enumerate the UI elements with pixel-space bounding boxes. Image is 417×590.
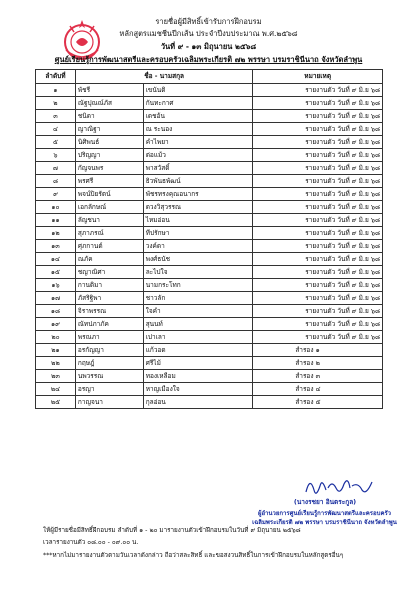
row-number: ๑๘ xyxy=(36,305,76,318)
remark: รายงานตัว วันที่ ๙ มิ.ย ๖๘ xyxy=(253,110,383,123)
column-header-name: ชื่อ - นามสกุล xyxy=(75,70,252,84)
remark: รายงานตัว วันที่ ๙ มิ.ย ๖๘ xyxy=(253,84,383,97)
surname: เปาเลา xyxy=(143,331,253,344)
table-row xyxy=(36,331,383,344)
surname: เดชอ้น xyxy=(143,110,253,123)
table-header-row xyxy=(36,70,383,84)
column-header-no: ลำดับที่ xyxy=(36,70,76,84)
surname: ศรีไม้ xyxy=(143,357,253,370)
first-name: ณภัค xyxy=(75,253,143,266)
table-row xyxy=(36,344,383,357)
table-row xyxy=(36,97,383,110)
first-name: ภัสริฐิพา xyxy=(75,292,143,305)
first-name: พรศรี xyxy=(75,175,143,188)
forfeit-notice: ***หากไม่มารายงานตัวตามวันเวลาดังกล่าว ถือว่าสละสิทธิ์ และขอสงวนสิทธิ์ในการเข้าฝึกอบรมในหลักสูตรอื่นๆ xyxy=(43,552,344,559)
surname: ชาวลัก xyxy=(143,292,253,305)
remark: สำรอง ๔ xyxy=(253,383,383,396)
remark: รายงานตัว วันที่ ๙ มิ.ย ๖๘ xyxy=(253,201,383,214)
remark: รายงานตัว วันที่ ๙ มิ.ย ๖๘ xyxy=(253,162,383,175)
surname: ใจคำ xyxy=(143,305,253,318)
row-number: ๒๕ xyxy=(36,396,76,409)
remark: สำรอง ๒ xyxy=(253,357,383,370)
remark: รายงานตัว วันที่ ๙ มิ.ย ๖๘ xyxy=(253,253,383,266)
surname: ณ ระนอง xyxy=(143,123,253,136)
reporting-instruction: ให้ผู้มีรายชื่อมีสิทธิ์ฝึกอบรม ลำดับที่ ๑ - ๒๐ มารายงานตัวเข้าฝึกอบรมในวันที่ ๙ มิถุนายน ๒๕๖๘ xyxy=(43,527,301,534)
row-number: ๑๖ xyxy=(36,279,76,292)
row-number: ๒๔ xyxy=(36,383,76,396)
table-row xyxy=(36,110,383,123)
first-name: ศุภกานต์ xyxy=(75,240,143,253)
signer-position-line2: เฉลิมพระเกียรติ ๗๒ พรรษา บรมราชินีนาถ จังหวัดลำพูน xyxy=(252,519,397,526)
surname: หาญเมืองใจ xyxy=(143,383,253,396)
first-name: ณัทปภาภัค xyxy=(75,318,143,331)
table-row xyxy=(36,240,383,253)
first-name: กฤษฎ์ xyxy=(75,357,143,370)
row-number: ๑ xyxy=(36,84,76,97)
row-number: ๑๗ xyxy=(36,292,76,305)
table-row xyxy=(36,253,383,266)
remark: รายงานตัว วันที่ ๙ มิ.ย ๖๘ xyxy=(253,227,383,240)
row-number: ๒๓ xyxy=(36,370,76,383)
row-number: ๑๒ xyxy=(36,227,76,240)
surname: แก้วอด xyxy=(143,344,253,357)
table-row xyxy=(36,279,383,292)
table-row xyxy=(36,201,383,214)
row-number: ๖ xyxy=(36,149,76,162)
row-number: ๔ xyxy=(36,123,76,136)
row-number: ๒๐ xyxy=(36,331,76,344)
surname: ธิวพันธพัฒน์ xyxy=(143,175,253,188)
table-row xyxy=(36,84,383,97)
course-dates: วันที่ ๙ - ๑๓ มิถุนายน ๒๕๖๘ xyxy=(160,42,257,51)
table-row xyxy=(36,175,383,188)
surname: กันทะกาศ xyxy=(143,97,253,110)
remark: สำรอง ๑ xyxy=(253,344,383,357)
surname: ไหมอ่อน xyxy=(143,214,253,227)
remark: รายงานตัว วันที่ ๙ มิ.ย ๖๘ xyxy=(253,175,383,188)
first-name: กานติมา xyxy=(75,279,143,292)
first-name: กาญจนา xyxy=(75,396,143,409)
surname: นามกระโทก xyxy=(143,279,253,292)
first-name: ชญาณิศา xyxy=(75,266,143,279)
surname: คำไพยา xyxy=(143,136,253,149)
signer-name: (นางรชยา อินตระกูล) xyxy=(293,498,357,506)
first-name: ญาณิฐา xyxy=(75,123,143,136)
row-number: ๙ xyxy=(36,188,76,201)
reporting-time: เวลารายงานตัว ๐๘.๐๐ - ๐๙.๐๐ น. xyxy=(43,539,139,546)
row-number: ๕ xyxy=(36,136,76,149)
remark: สำรอง ๕ xyxy=(253,396,383,409)
remark: รายงานตัว วันที่ ๙ มิ.ย ๖๘ xyxy=(253,188,383,201)
first-name: พจน์ปิยรัตน์ xyxy=(75,188,143,201)
row-number: ๓ xyxy=(36,110,76,123)
surname: ต่อแม้ว xyxy=(143,149,253,162)
table-row xyxy=(36,188,383,201)
document-title: รายชื่อผู้มีสิทธิ์เข้ารับการฝึกอบรม xyxy=(155,17,262,26)
surname: ดวงวิสุวรรณ xyxy=(143,201,253,214)
surname: พงศ์ธนัช xyxy=(143,253,253,266)
remark: รายงานตัว วันที่ ๙ มิ.ย ๖๘ xyxy=(253,123,383,136)
table-row xyxy=(36,266,383,279)
remark: รายงานตัว วันที่ ๙ มิ.ย ๖๘ xyxy=(253,97,383,110)
first-name: ชนิดา xyxy=(75,110,143,123)
remark: รายงานตัว วันที่ ๙ มิ.ย ๖๘ xyxy=(253,292,383,305)
table-row xyxy=(36,305,383,318)
first-name: ลัญชนา xyxy=(75,214,143,227)
remark: รายงานตัว วันที่ ๙ มิ.ย ๖๘ xyxy=(253,318,383,331)
first-name: ปริญญา xyxy=(75,149,143,162)
first-name: พรณภา xyxy=(75,331,143,344)
column-header-note: หมายเหตุ xyxy=(253,70,383,84)
remark: รายงานตัว วันที่ ๙ มิ.ย ๖๘ xyxy=(253,136,383,149)
remark: สำรอง ๓ xyxy=(253,370,383,383)
row-number: ๑๑ xyxy=(36,214,76,227)
first-name: อรกัญญา xyxy=(75,344,143,357)
row-number: ๑๐ xyxy=(36,201,76,214)
row-number: ๑๕ xyxy=(36,266,76,279)
table-row xyxy=(36,136,383,149)
table-row xyxy=(36,370,383,383)
row-number: ๑๔ xyxy=(36,253,76,266)
row-number: ๑๓ xyxy=(36,240,76,253)
first-name: นิศิพนธ์ xyxy=(75,136,143,149)
row-number: ๒ xyxy=(36,97,76,110)
surname: วงค์ดา xyxy=(143,240,253,253)
first-name: สุภาภรณ์ xyxy=(75,227,143,240)
surname: กุลอ่อน xyxy=(143,396,253,409)
remark: รายงานตัว วันที่ ๙ มิ.ย ๖๘ xyxy=(253,214,383,227)
row-number: ๒๒ xyxy=(36,357,76,370)
surname: สุนนท์ xyxy=(143,318,253,331)
first-name: อรญา xyxy=(75,383,143,396)
surname: เขนันติ xyxy=(143,84,253,97)
surname: ทองเหลือม xyxy=(143,370,253,383)
center-name: ศูนย์เรียนรู้การพัฒนาสตรีและครอบครัวเฉลิมพระเกียรติ ๗๒ พรรษา บรมราชินีนาถ จังหวัดลำพูน xyxy=(54,55,363,64)
first-name: จิราพรรณ xyxy=(75,305,143,318)
participant-table xyxy=(35,69,383,409)
table-row xyxy=(36,396,383,409)
row-number: ๑๙ xyxy=(36,318,76,331)
row-number: ๗ xyxy=(36,162,76,175)
table-row xyxy=(36,318,383,331)
table-row xyxy=(36,227,383,240)
first-name: เอกลักษณ์ xyxy=(75,201,143,214)
row-number: ๘ xyxy=(36,175,76,188)
table-row xyxy=(36,214,383,227)
remark: รายงานตัว วันที่ ๙ มิ.ย ๖๘ xyxy=(253,240,383,253)
table-row xyxy=(36,292,383,305)
table-row xyxy=(36,162,383,175)
remark: รายงานตัว วันที่ ๙ มิ.ย ๖๘ xyxy=(253,331,383,344)
surname: ทีปรักษา xyxy=(143,227,253,240)
first-name: พัชรี xyxy=(75,84,143,97)
table-row xyxy=(36,357,383,370)
surname: พัชรทรงคุณอนากร xyxy=(143,188,253,201)
remark: รายงานตัว วันที่ ๙ มิ.ย ๖๘ xyxy=(253,149,383,162)
first-name: กัญจนพร xyxy=(75,162,143,175)
remark: รายงานตัว วันที่ ๙ มิ.ย ๖๘ xyxy=(253,266,383,279)
surname: พาสวัสดิ์ xyxy=(143,162,253,175)
first-name: นพวรรณ xyxy=(75,370,143,383)
first-name: ณัฐปุณณ์ภัส xyxy=(75,97,143,110)
surname: ละไปใจ xyxy=(143,266,253,279)
remark: รายงานตัว วันที่ ๙ มิ.ย ๖๘ xyxy=(253,305,383,318)
remark: รายงานตัว วันที่ ๙ มิ.ย ๖๘ xyxy=(253,279,383,292)
course-name: หลักสูตรแมชชีนปีกเส้น ประจำปีงบประมาณ พ.ศ.๒๕๖๘ xyxy=(119,29,298,38)
table-row xyxy=(36,149,383,162)
signer-position-line1: ผู้อำนวยการศูนย์เรียนรู้การพัฒนาสตรีและครอบครัว xyxy=(257,510,392,517)
row-number: ๒๑ xyxy=(36,344,76,357)
table-row xyxy=(36,123,383,136)
table-row xyxy=(36,383,383,396)
